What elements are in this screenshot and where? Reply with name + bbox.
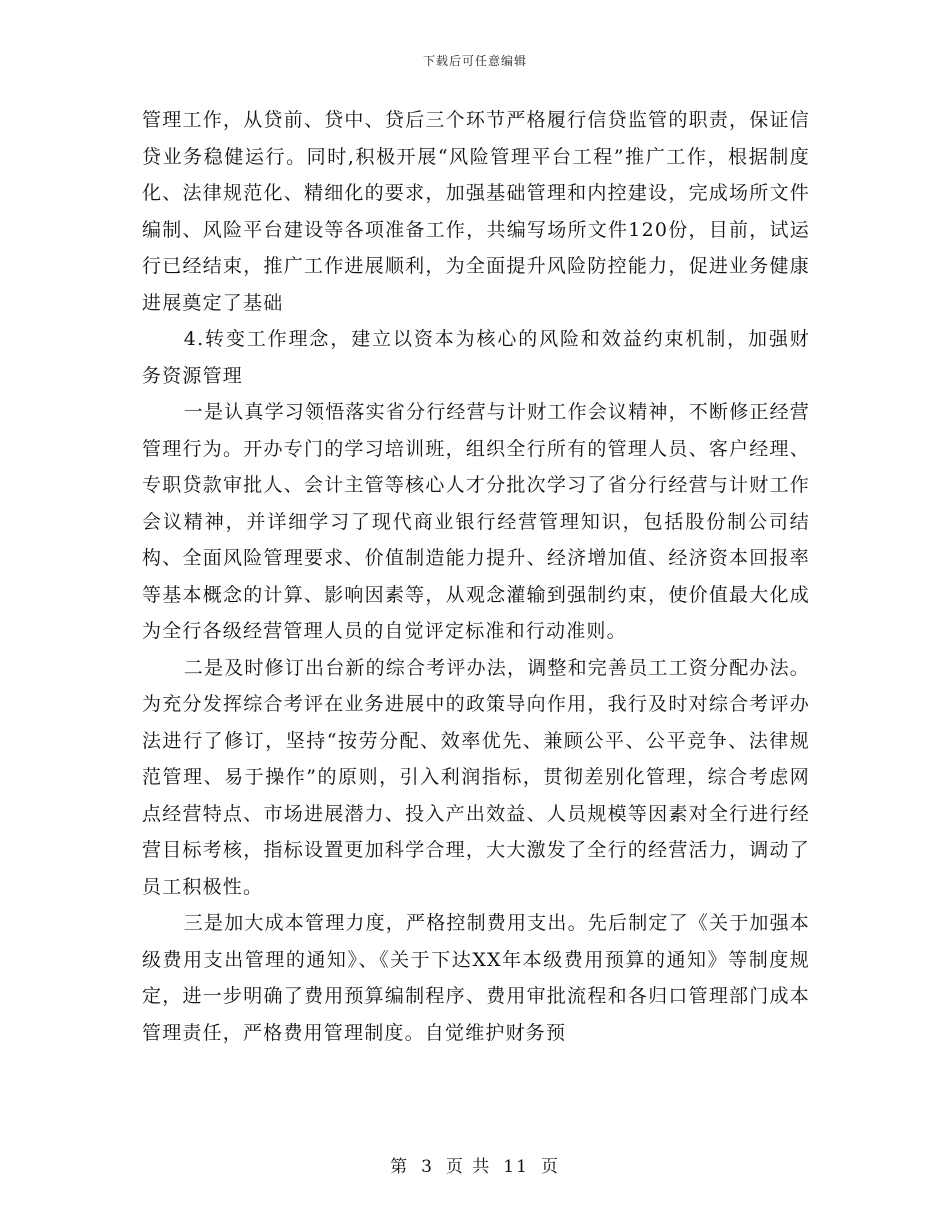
paragraph-item-2: 二是及时修订出台新的综合考评办法，调整和完善员工工资分配办法。为充分发挥综合考评在业务进展中的政策导向作用，我行及时对综合考评办法进行了修订，坚持“按劳分配、效率优先、兼顾公平、公平竞争、法律规范管理、易于操作”的原则，引入利润指标，贯彻差别化管理，综合考虑网点经营特点、市场进展潜力、投入产出效益、人员规模等因素对全行进行经营目标考核，指标设置更加科学合理，大大激发了全行的经营活力，调动了员工积极性。	[142, 656, 810, 898]
current-page-number: 3	[421, 1157, 434, 1177]
total-pages-number: 11	[503, 1157, 529, 1177]
footer-suffix: 页	[540, 1157, 560, 1177]
paragraph-item-3: 三是加大成本管理力度，严格控制费用支出。先后制定了《关于加强本级费用支出管理的通知》、《关于下达XX年本级费用预算的通知》等制度规定，进一步明确了费用预算编制程序、费用审批流程和各归口管理部门成本管理责任，严格费用管理制度。自觉维护财务预	[142, 912, 810, 1044]
page-footer	[0, 1152, 950, 1177]
paragraph-item-1: 一是认真学习领悟落实省分行经营与计财工作会议精神，不断修正经营管理行为。开办专门的学习培训班，组织全行所有的管理人员、客户经理、专职贷款审批人、会计主管等核心人才分批次学习了省分行经营与计财工作会议精神，并详细学习了现代商业银行经营管理知识，包括股份制公司结构、全面风险管理要求、价值制造能力提升、经济增加值、经济资本回报率等基本概念的计算、影响因素等，从观念灌输到强制约束，使价值最大化成为全行各级经营管理人员的自觉评定标准和行动准则。	[142, 401, 810, 642]
page-header: 下载后可任意编辑	[422, 54, 527, 68]
document-body	[142, 102, 810, 1051]
section-heading: 4.转变工作理念，建立以资本为核心的风险和效益约束机制，加强财务资源管理	[142, 328, 810, 387]
footer-middle: 页 共	[445, 1157, 492, 1177]
paragraph-continuation: 管理工作，从贷前、贷中、贷后三个环节严格履行信贷监管的职责，保证信贷业务稳健运行。同时,积极开展“风险管理平台工程”推广工作，根据制度化、法律规范化、精细化的要求，加强基础管理和内控建设，完成场所文件编制、风险平台建设等各项准备工作，共编写场所文件120份，目前，试运行已经结束，推广工作进展顺利，为全面提升风险防控能力，促进业务健康进展奠定了基础	[142, 109, 810, 314]
footer-prefix: 第	[390, 1157, 410, 1177]
